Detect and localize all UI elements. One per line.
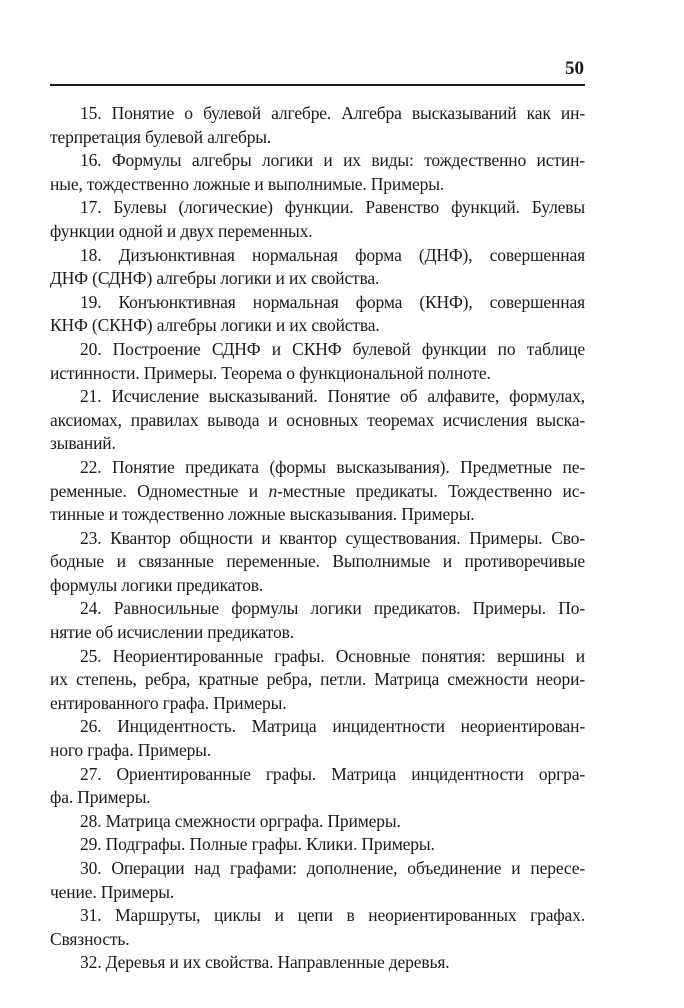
list-item (50, 456, 585, 527)
text-line: нятие об исчислении предикатов. (50, 622, 294, 643)
text-line: КНФ (СКНФ) алгебры логики и их свойства. (50, 315, 380, 336)
list-item (50, 904, 585, 951)
list-item (50, 833, 585, 857)
text-line: 25. Неориентированные графы. Основные понятия: вершины и (80, 645, 585, 666)
text-line: 19. Конъюнктивная нормальная форма (КНФ), совершенная (80, 291, 585, 312)
text-line: 27. Ориентированные графы. Матрица инцидентности оргра- (80, 763, 585, 784)
text-line: 31. Маршруты, циклы и цепи в неориентированных графах. (80, 905, 585, 926)
text-line: истинности. Примеры. Теорема о функциональной полноте. (50, 362, 491, 383)
text-line: функции одной и двух переменных. (50, 220, 313, 241)
text-segment: ременные. Одноместные и (50, 480, 269, 501)
text-line: 28. Матрица смежности орграфа. Примеры. (80, 810, 401, 831)
text-segment: -местные предикаты. Тождественно ис- (277, 480, 586, 501)
text-line: 26. Инцидентность. Матрица инцидентности неориентирован- (80, 716, 585, 737)
text-line: ентированного графа. Примеры. (50, 692, 287, 713)
text-line: Связность. (50, 928, 130, 949)
text-line: 16. Формулы алгебры логики и их виды: тождественно истин- (80, 150, 585, 171)
list-item (50, 645, 585, 716)
list-item (50, 102, 585, 149)
list-item (50, 291, 585, 338)
text-line: 24. Равносильные формулы логики предикатов. Примеры. По- (80, 598, 585, 619)
text-line: чение. Примеры. (50, 881, 175, 902)
text-line: 23. Квантор общности и квантор существования. Примеры. Сво- (80, 527, 585, 548)
italic-variable: n (268, 480, 278, 501)
text-line: 21. Исчисление высказываний. Понятие об алфавите, формулах, (80, 386, 585, 407)
list-item (50, 244, 585, 291)
text-line: формулы логики предикатов. (50, 574, 264, 595)
list-item (50, 810, 585, 834)
list-item (50, 715, 585, 762)
text-line: 15. Понятие о булевой алгебре. Алгебра высказываний как ин- (80, 103, 585, 123)
text-line: 17. Булевы (логические) функции. Равенство функций. Булевы (80, 197, 585, 218)
list-item (50, 149, 585, 196)
list-item (50, 385, 585, 456)
text-line: 29. Подграфы. Полные графы. Клики. Примеры. (80, 834, 435, 855)
list-item (50, 196, 585, 243)
page-number: 50 (565, 58, 584, 79)
text-line: 18. Дизъюнктивная нормальная форма (ДНФ), совершенная (80, 244, 585, 265)
text-line: тинные и тождественно ложные высказывания. Примеры. (50, 504, 475, 525)
list-item (50, 527, 585, 598)
text-line: фа. Примеры. (50, 787, 151, 808)
text-line: зываний. (50, 433, 116, 454)
text-line: ного графа. Примеры. (50, 740, 212, 761)
list-item (50, 338, 585, 385)
text-line: 30. Операции над графами: дополнение, объединение и пересе- (80, 858, 585, 878)
list-item (50, 951, 585, 975)
text-line: 32. Деревья и их свойства. Направленные деревья. (80, 952, 450, 973)
text-line: аксиомах, правилах вывода и основных теоремах исчисления выска- (50, 409, 585, 430)
text-line: бодные и связанные переменные. Выполнимые и противоречивые (50, 551, 585, 572)
header-rule (50, 84, 585, 86)
list-item (50, 857, 585, 904)
text-line: их степень, ребра, кратные ребра, петли. Матрица смежности неори- (50, 669, 585, 690)
text-line (50, 480, 585, 504)
text-line: ДНФ (СДНФ) алгебры логики и их свойства. (50, 268, 380, 289)
list-item (50, 763, 585, 810)
text-line: ные, тождественно ложные и выполнимые. Примеры. (50, 173, 445, 194)
text-line: 22. Понятие предиката (формы высказывания). Предметные пе- (80, 456, 585, 477)
list-item (50, 597, 585, 644)
text-line: 20. Построение СДНФ и СКНФ булевой функции по таблице (80, 338, 585, 359)
text-line: терпретация булевой алгебры. (50, 126, 272, 147)
page-body (50, 102, 585, 975)
